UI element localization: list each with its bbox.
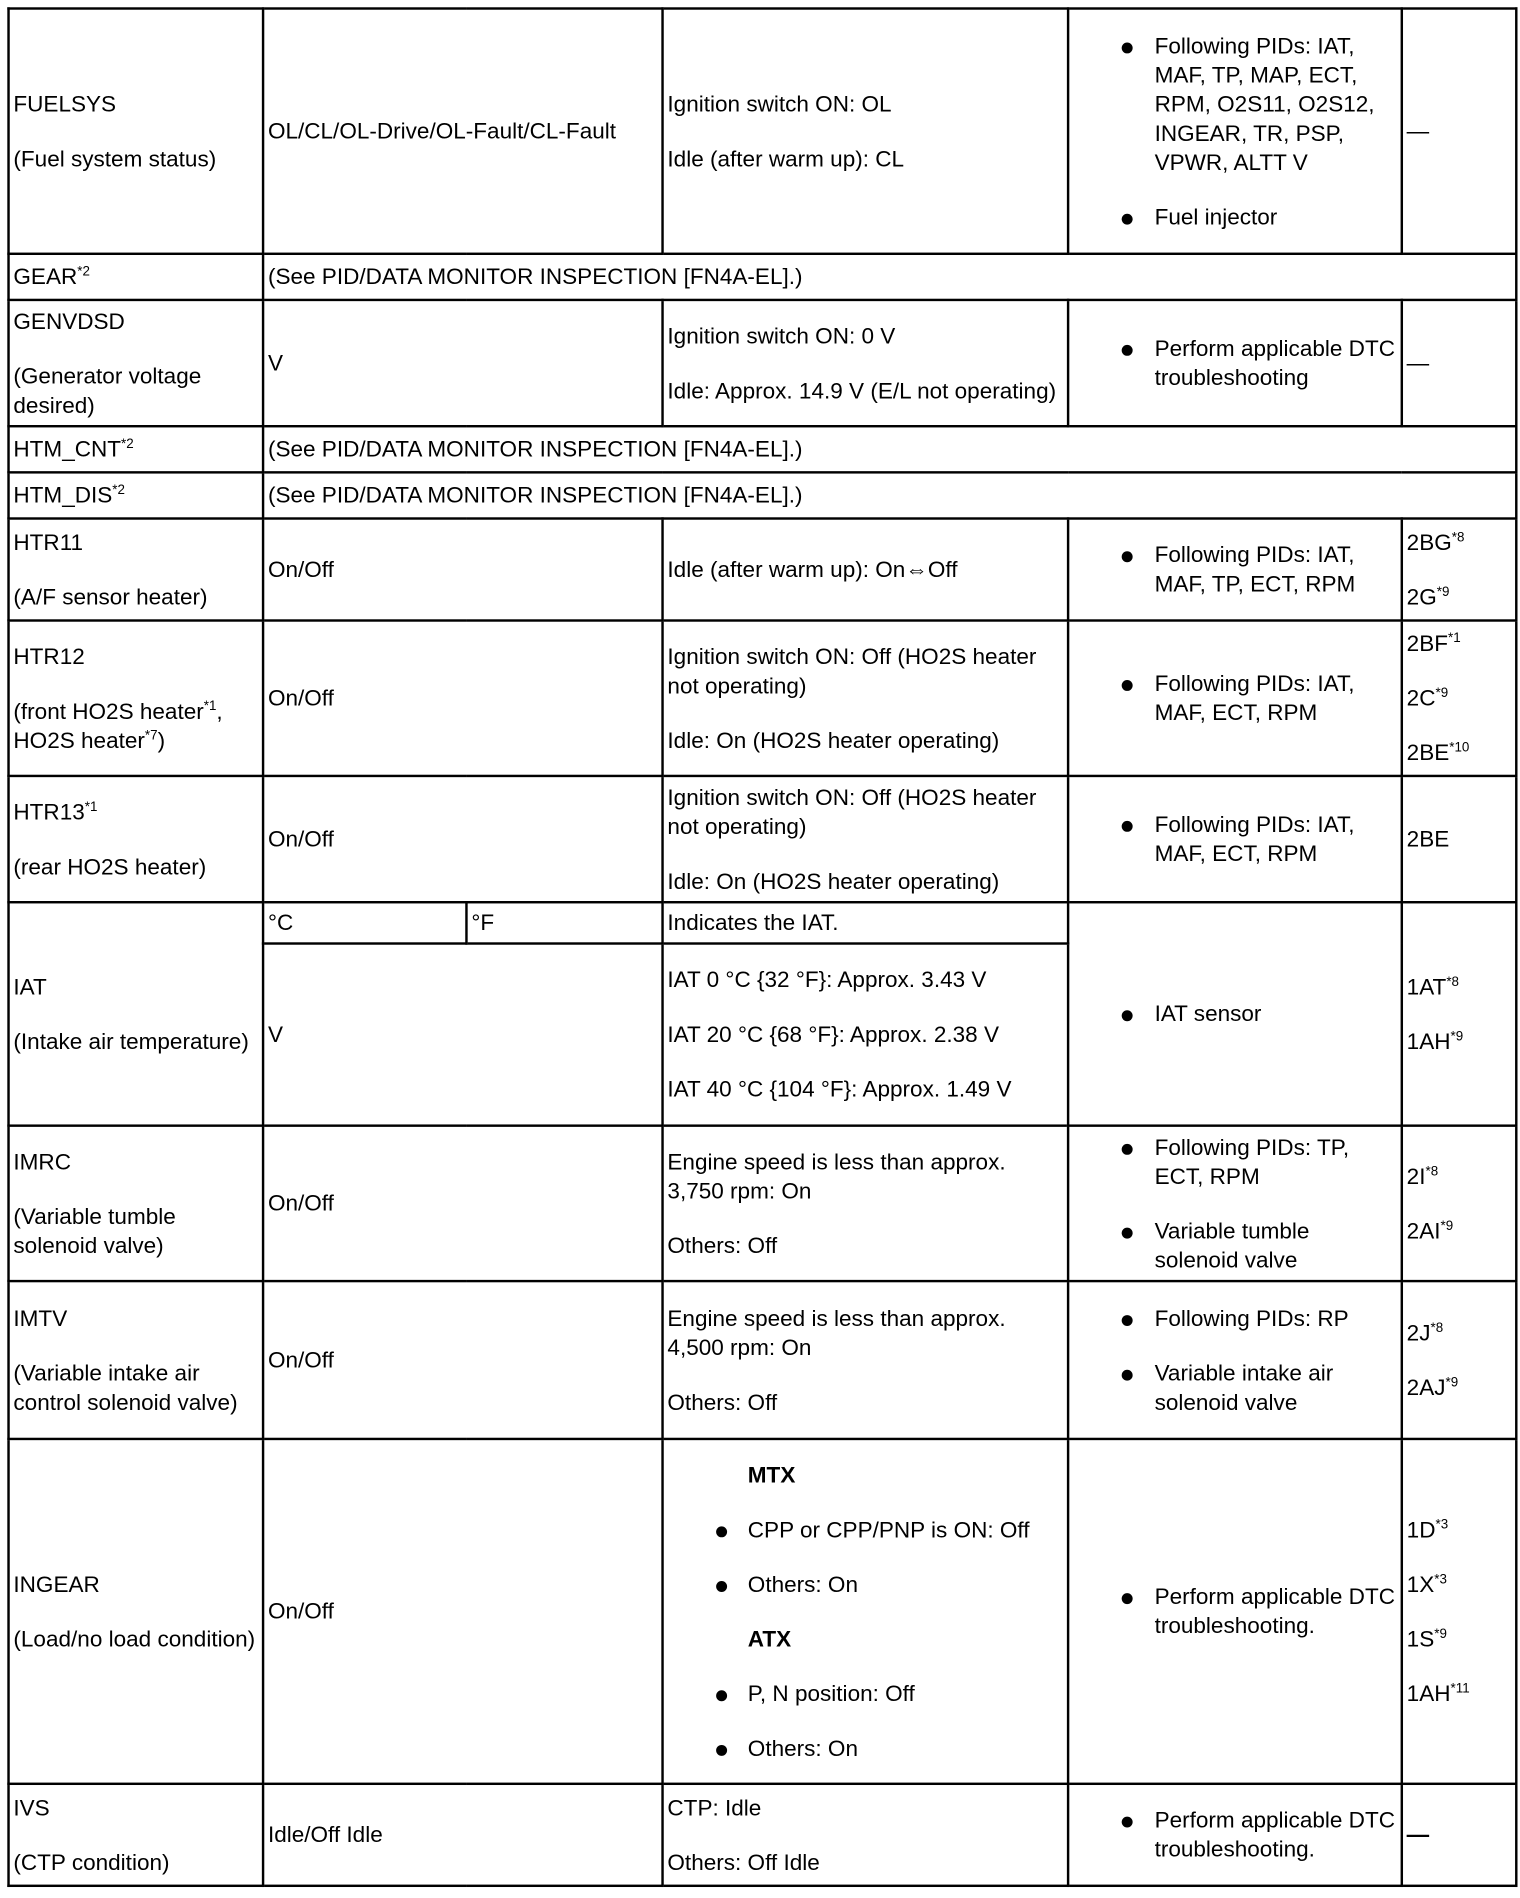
unit-value: °C: [267, 909, 294, 936]
description-part: , HO2S heater: [13, 697, 223, 753]
footnote-marker: *9: [1450, 1028, 1464, 1044]
terminal-line: [1407, 1318, 1512, 1347]
table-row-iat: [9, 902, 1517, 943]
item-cell: [9, 300, 264, 426]
check-cell: [1068, 1784, 1402, 1886]
terminal-value: 1AT: [1406, 973, 1447, 999]
terminal-cell: [1402, 1439, 1516, 1784]
condition-item: Others: On: [667, 1569, 1063, 1598]
check-list: [1073, 540, 1397, 598]
check-item: Following PIDs: IAT, MAF, ECT, RPM: [1073, 669, 1397, 727]
terminal-value: 2I: [1406, 1162, 1426, 1189]
item-cell: [9, 621, 264, 776]
footnote-marker: *2: [121, 436, 134, 452]
footnote-marker: *3: [1434, 1571, 1447, 1587]
terminal-line: [1407, 972, 1512, 1001]
condition-cell: [663, 776, 1069, 902]
check-item: Variable intake air solenoid valve: [1073, 1358, 1397, 1416]
unit-cell: [263, 621, 662, 776]
check-item: Following PIDs: IAT, MAF, ECT, RPM: [1073, 810, 1397, 868]
terminal-value: 2J: [1406, 1319, 1431, 1345]
unit-value: °F: [471, 909, 495, 936]
item-description: (Generator voltage desired): [13, 362, 202, 418]
unit-cell: [263, 1126, 662, 1281]
footnote-marker: *10: [1449, 740, 1470, 756]
condition-line: Idle: On (HO2S heater operating): [667, 867, 1000, 894]
condition-item: CPP or CPP/PNP is ON: Off: [667, 1515, 1063, 1544]
check-list: [1073, 1132, 1397, 1274]
footnote-marker: *8: [1430, 1320, 1444, 1335]
terminal-value: 1D: [1406, 1516, 1436, 1542]
terminal-line: [1407, 684, 1512, 713]
terminal-value: 2C: [1406, 684, 1436, 711]
terminal-value: 1S: [1406, 1625, 1435, 1651]
item-name: HTR11: [13, 528, 84, 555]
table-row-imrc: [9, 1126, 1517, 1281]
condition-item: Others: On: [667, 1733, 1063, 1762]
item-name-text: HTR13: [13, 798, 85, 824]
unit-cell: [263, 944, 662, 1126]
terminal-cell: [1402, 300, 1516, 426]
table-row-htr11: [9, 519, 1517, 621]
mtx-heading: MTX: [747, 1461, 796, 1487]
terminal-value: 2BF: [1406, 630, 1449, 656]
terminal-line: [1407, 582, 1512, 611]
item-description: [13, 696, 258, 754]
footnote-marker: *7: [144, 727, 158, 743]
condition-cell: [663, 1281, 1069, 1439]
check-item: Perform applicable DTC troubleshooting: [1073, 334, 1397, 392]
terminal-value: 2BE: [1406, 739, 1450, 766]
footnote-marker: *9: [1435, 685, 1449, 701]
check-cell: [1068, 621, 1402, 776]
check-item: Following PIDs: TP, ECT, RPM: [1073, 1132, 1397, 1190]
condition-cell: [663, 1126, 1069, 1281]
terminal-value: 2BG: [1406, 528, 1452, 555]
condition-cell: [663, 1784, 1069, 1886]
footnote-marker: *8: [1451, 529, 1465, 545]
item-description: (Intake air temperature): [13, 1027, 249, 1054]
item-description: (rear HO2S heater): [13, 853, 207, 879]
condition-line: Idle: On (HO2S heater operating): [667, 726, 1000, 753]
item-description: (CTP condition): [13, 1848, 170, 1875]
unit-cell: [263, 9, 662, 254]
check-cell: [1068, 776, 1402, 902]
terminal-cell: [1402, 1126, 1516, 1281]
item-cell: [9, 902, 264, 1125]
terminal-value: 1AH: [1406, 1027, 1451, 1054]
check-cell: [1068, 519, 1402, 621]
terminal-cell: [1402, 9, 1516, 254]
condition-line: IAT 0 °C {32 °F}: Approx. 3.43 V: [667, 966, 987, 993]
condition-item: P, N position: Off: [667, 1679, 1063, 1708]
check-item: Following PIDs: IAT, MAF, TP, MAP, ECT, RPM, O2S11, O2S12, INGEAR, TR, PSP, VPWR, ALTT V: [1073, 31, 1397, 177]
condition-line: Ignition switch ON: 0 V: [667, 322, 896, 348]
item-name: IMRC: [13, 1148, 71, 1174]
item-cell: [9, 1439, 264, 1784]
reference-text: (See PID/DATA MONITOR INSPECTION [FN4A-EL].): [267, 482, 803, 508]
table-row-ingear: [9, 1439, 1517, 1784]
reference-cell: [263, 254, 1516, 300]
item-cell: [9, 1784, 264, 1886]
unit-value: OL/CL/OL-Drive/OL-Fault/CL-Fault: [267, 117, 617, 144]
item-description: (Fuel system status): [13, 145, 217, 171]
check-cell: [1068, 1281, 1402, 1439]
condition-line: Ignition switch ON: OL: [667, 90, 892, 116]
terminal-value: 2AI: [1406, 1217, 1441, 1243]
item-cell: [9, 426, 264, 472]
item-name: GEAR: [13, 263, 78, 290]
item-cell: [9, 472, 264, 518]
condition-cell: [663, 519, 1069, 621]
terminal-line: [1407, 738, 1512, 767]
item-name: HTM_DIS: [13, 482, 113, 508]
footnote-marker: *2: [77, 264, 90, 280]
unit-cell: [263, 1439, 662, 1784]
footnote-marker: *1: [203, 698, 217, 714]
condition-cell: [663, 1439, 1069, 1784]
description-part: ): [157, 726, 166, 753]
table-row-genvdsd: [9, 300, 1517, 426]
footnote-marker: *8: [1446, 974, 1460, 989]
terminal-cell: [1402, 902, 1516, 1125]
check-list: [1073, 1304, 1397, 1417]
item-name: [13, 797, 258, 826]
table-row-imtv: [9, 1281, 1517, 1439]
table-row-htr13: [9, 776, 1517, 902]
check-item: Variable tumble solenoid valve: [1073, 1216, 1397, 1274]
unit-cell: [263, 776, 662, 902]
terminal-line: [1407, 1624, 1512, 1653]
check-item: Following PIDs: IAT, MAF, TP, ECT, RPM: [1073, 540, 1397, 598]
footnote-marker: *9: [1436, 584, 1450, 600]
reference-text: (See PID/DATA MONITOR INSPECTION [FN4A-EL].): [267, 263, 803, 290]
condition-line: Idle: Approx. 14.9 V (E/L not operating): [667, 377, 1057, 403]
check-item: IAT sensor: [1073, 999, 1397, 1028]
check-item: Perform applicable DTC troubleshooting.: [1073, 1806, 1397, 1864]
unit-value: On/Off: [267, 684, 334, 711]
terminal-cell: [1402, 776, 1516, 902]
condition-cell: [663, 300, 1069, 426]
unit-value: On/Off: [267, 1346, 334, 1373]
condition-line: Others: Off: [667, 1388, 778, 1415]
table-row-htm-dis: [9, 472, 1517, 518]
check-cell: [1068, 300, 1402, 426]
check-list: [1073, 1806, 1397, 1864]
unit-value: V: [267, 1021, 283, 1047]
table-row-fuelsys: [9, 9, 1517, 254]
unit-value: On/Off: [267, 556, 334, 582]
reference-cell: [263, 426, 1516, 472]
check-list: [1073, 999, 1397, 1028]
pid-monitor-table: [7, 7, 1517, 1887]
atx-list: [667, 1679, 1063, 1763]
check-cell: [1068, 1439, 1402, 1784]
condition-line: Ignition switch ON: Off (HO2S heater not operating): [667, 783, 1037, 839]
terminal-value: 2AJ: [1406, 1373, 1446, 1400]
unit-value: On/Off: [267, 1190, 334, 1216]
terminal-value: 1AH: [1406, 1679, 1451, 1706]
check-item: Perform applicable DTC troubleshooting.: [1073, 1582, 1397, 1640]
footnote-marker: *11: [1450, 1681, 1470, 1696]
unit-cell: [263, 1784, 662, 1886]
footnote-marker: *3: [1435, 1517, 1449, 1532]
terminal-cell: [1402, 1281, 1516, 1439]
terminal-value: 1X: [1406, 1570, 1435, 1597]
condition-line: Idle (after warm up): On⇔Off: [667, 556, 958, 582]
table-row-htm-cnt: [9, 426, 1517, 472]
condition-cell: [663, 944, 1069, 1126]
terminal-line: [1407, 1216, 1512, 1245]
check-item: Fuel injector: [1073, 202, 1397, 231]
footnote-marker: *9: [1434, 1626, 1447, 1641]
item-name: IVS: [13, 1794, 50, 1820]
condition-cell: [663, 9, 1069, 254]
footnote-marker: *9: [1440, 1218, 1454, 1233]
item-cell: [9, 1126, 264, 1281]
item-cell: [9, 254, 264, 300]
check-list: [1073, 31, 1397, 231]
table-row-ivs: [9, 1784, 1517, 1886]
unit-value: Idle/Off Idle: [267, 1821, 383, 1847]
terminal-cell: [1402, 621, 1516, 776]
unit-cell: [263, 519, 662, 621]
item-description: (A/F sensor heater): [13, 583, 208, 609]
terminal-value: 2BE: [1406, 825, 1450, 852]
check-list: [1073, 1582, 1397, 1640]
terminal-value: —: [1406, 117, 1430, 144]
terminal-line: [1407, 1027, 1512, 1056]
footnote-marker: *1: [1448, 631, 1461, 646]
condition-line: Idle (after warm up): CL: [667, 145, 905, 171]
terminal-line: [1407, 528, 1512, 557]
footnote-marker: *2: [112, 483, 125, 498]
item-cell: [9, 1281, 264, 1439]
description-part: (front HO2S heater: [13, 697, 204, 724]
item-name: IAT: [13, 973, 47, 999]
terminal-value: 2G: [1406, 583, 1437, 609]
terminal-line: [1407, 1161, 1512, 1190]
condition-line: Engine speed is less than approx. 4,500 rpm: On: [667, 1304, 1006, 1360]
item-name: FUELSYS: [13, 90, 117, 116]
unit-cell: [263, 1281, 662, 1439]
terminal-line: [1407, 1515, 1512, 1544]
reference-cell: [263, 472, 1516, 518]
unit-value: On/Off: [267, 825, 334, 852]
terminal-cell: [1402, 519, 1516, 621]
terminal-cell: [1402, 1784, 1516, 1886]
condition-line: Indicates the IAT.: [667, 909, 839, 936]
table-row-htr12: [9, 621, 1517, 776]
condition-line: Others: Off: [667, 1231, 778, 1258]
condition-cell: [663, 902, 1069, 943]
terminal-value: —: [1406, 349, 1430, 376]
item-description: (Variable intake air control solenoid valve): [13, 1359, 238, 1415]
check-cell: [1068, 902, 1402, 1125]
condition-line: Engine speed is less than approx. 3,750 rpm: On: [667, 1148, 1006, 1203]
item-cell: [9, 776, 264, 902]
terminal-line: [1407, 1679, 1512, 1708]
item-description: (Load/no load condition): [13, 1625, 256, 1651]
unit-fahrenheit-cell: [466, 902, 662, 943]
footnote-marker: *9: [1445, 1375, 1459, 1390]
terminal-value: —: [1406, 1821, 1430, 1847]
unit-cell: [263, 300, 662, 426]
item-name: INGEAR: [13, 1570, 100, 1597]
terminal-line: [1407, 1373, 1512, 1402]
terminal-line: [1407, 629, 1512, 658]
item-cell: [9, 519, 264, 621]
condition-line: Others: Off Idle: [667, 1848, 820, 1875]
atx-heading: ATX: [747, 1625, 792, 1651]
check-item: Following PIDs: RP: [1073, 1304, 1397, 1333]
item-name: GENVDSD: [13, 307, 125, 334]
check-cell: [1068, 9, 1402, 254]
item-name: HTR12: [13, 642, 85, 669]
unit-value: On/Off: [267, 1598, 334, 1624]
check-cell: [1068, 1126, 1402, 1281]
check-list: [1073, 334, 1397, 392]
check-list: [1073, 810, 1397, 868]
condition-cell: [663, 621, 1069, 776]
condition-line: CTP: Idle: [667, 1794, 762, 1820]
unit-value: V: [267, 349, 283, 376]
condition-line: IAT 20 °C {68 °F}: Approx. 2.38 V: [667, 1021, 999, 1047]
mtx-list: [667, 1515, 1063, 1599]
footnote-marker: *1: [84, 799, 98, 814]
reference-text: (See PID/DATA MONITOR INSPECTION [FN4A-EL].): [267, 435, 803, 462]
condition-line: Ignition switch ON: Off (HO2S heater not operating): [667, 642, 1037, 698]
terminal-line: [1407, 1569, 1512, 1598]
item-description: (Variable tumble solenoid valve): [13, 1202, 176, 1258]
item-name: HTM_CNT: [13, 435, 122, 462]
unit-celsius-cell: [263, 902, 466, 943]
check-list: [1073, 669, 1397, 727]
condition-line: IAT 40 °C {104 °F}: Approx. 1.49 V: [667, 1075, 1012, 1102]
footnote-marker: *8: [1425, 1163, 1439, 1179]
item-cell: [9, 9, 264, 254]
item-name: IMTV: [13, 1304, 68, 1331]
table-row-gear: [9, 254, 1517, 300]
